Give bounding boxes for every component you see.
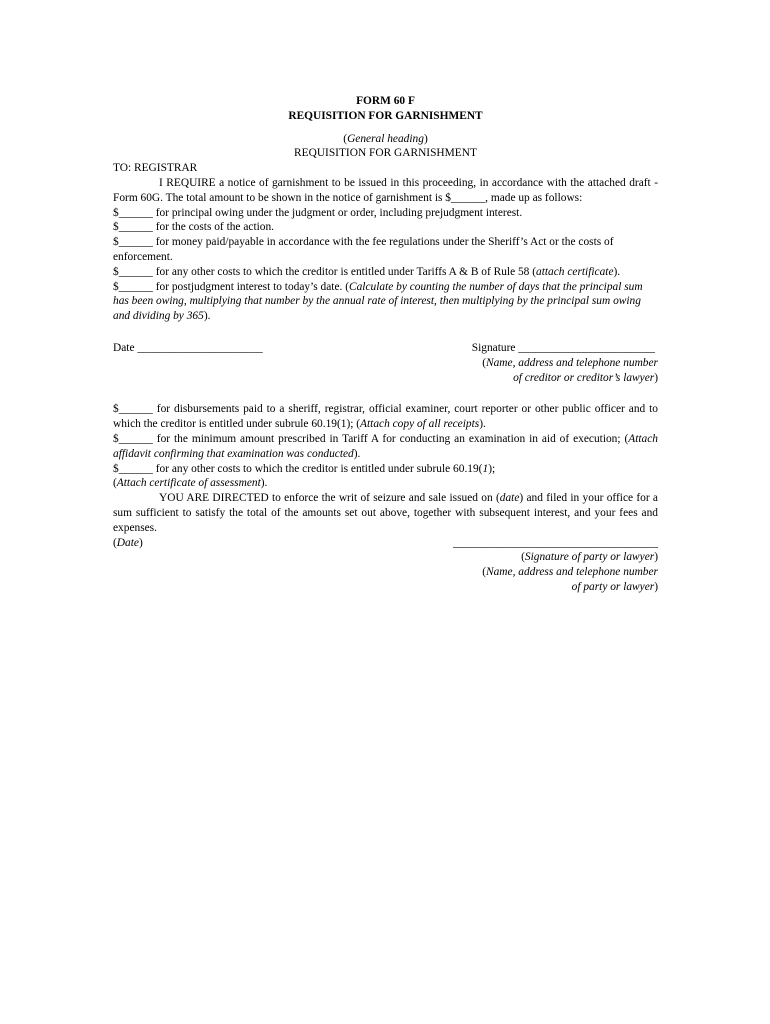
item-other-costs: $______ for any other costs to which the creditor is entitled under Tariffs A & B of Rule 58 (attach certificate). [113, 265, 621, 278]
signature-row-1 [113, 341, 658, 356]
form-subtitle: REQUISITION FOR GARNISHMENT [294, 147, 477, 160]
intro-paragraph: I REQUIRE a notice of garnishment to be issued in this proceeding, in accordance with the attached draft - Form 60G. The total amount to be shown in the notice of garnishment is $______, made up as follows: [113, 176, 658, 204]
date-line: Date ______________________ [113, 341, 263, 354]
date-label-2: (Date) [113, 536, 143, 549]
creditor-name-note-2: of creditor or creditor’s lawyer) [513, 371, 658, 384]
item-money: $______ for money paid/payable in accordance with the fee regulations under the Sheriff’s Act or the costs of enforcement. [113, 236, 614, 263]
form-content [113, 94, 658, 595]
item-assessment: (Attach certificate of assessment). [113, 477, 268, 490]
signature-line: Signature ________________________ [471, 341, 655, 354]
signature-row-2 [113, 536, 658, 551]
general-heading: (General heading) [343, 132, 428, 145]
item-minimum: $______ for the minimum amount prescribed in Tariff A for conducting an examination in aid of execution; (Attach affidavit confirming that examination was conducted). [113, 432, 658, 460]
item-principal: $______ for principal owing under the judgment or order, including prejudgment interest. [113, 206, 523, 219]
form-title: REQUISITION FOR GARNISHMENT [288, 109, 483, 122]
to-line: TO: REGISTRAR [113, 162, 198, 175]
item-postjudgment: $______ for postjudgment interest to today’s date. (Calculate by counting the number of days that the principal sum has been owing, multiplying that number by the annual rate of interest, then multiplying by the principal sum owing and dividing by 365). [113, 280, 643, 323]
party-name-note-1: (Name, address and telephone number [482, 566, 658, 579]
creditor-name-note-1: (Name, address and telephone number [482, 356, 658, 369]
item-costs: $______ for the costs of the action. [113, 221, 275, 234]
party-name-note-2: of party or lawyer) [571, 580, 658, 593]
signature-note: (Signature of party or lawyer) [521, 551, 658, 564]
form-number: FORM 60 F [356, 95, 415, 107]
signature-rule: ____________________________________ [452, 536, 658, 549]
item-other: $______ for any other costs to which the creditor is entitled under subrule 60.19(1); [113, 462, 496, 475]
item-disbursements: $______ for disbursements paid to a sheriff, registrar, official examiner, court reporter or other public officer and to which the creditor is entitled under subrule 60.19(1); (Attach copy of all receipts). [113, 403, 658, 431]
directed-paragraph: YOU ARE DIRECTED to enforce the writ of seizure and sale issued on (date) and filed in your office for a sum sufficient to satisfy the total of the amounts set out above, together with subsequent interest, and your fees and expenses. [113, 492, 658, 534]
